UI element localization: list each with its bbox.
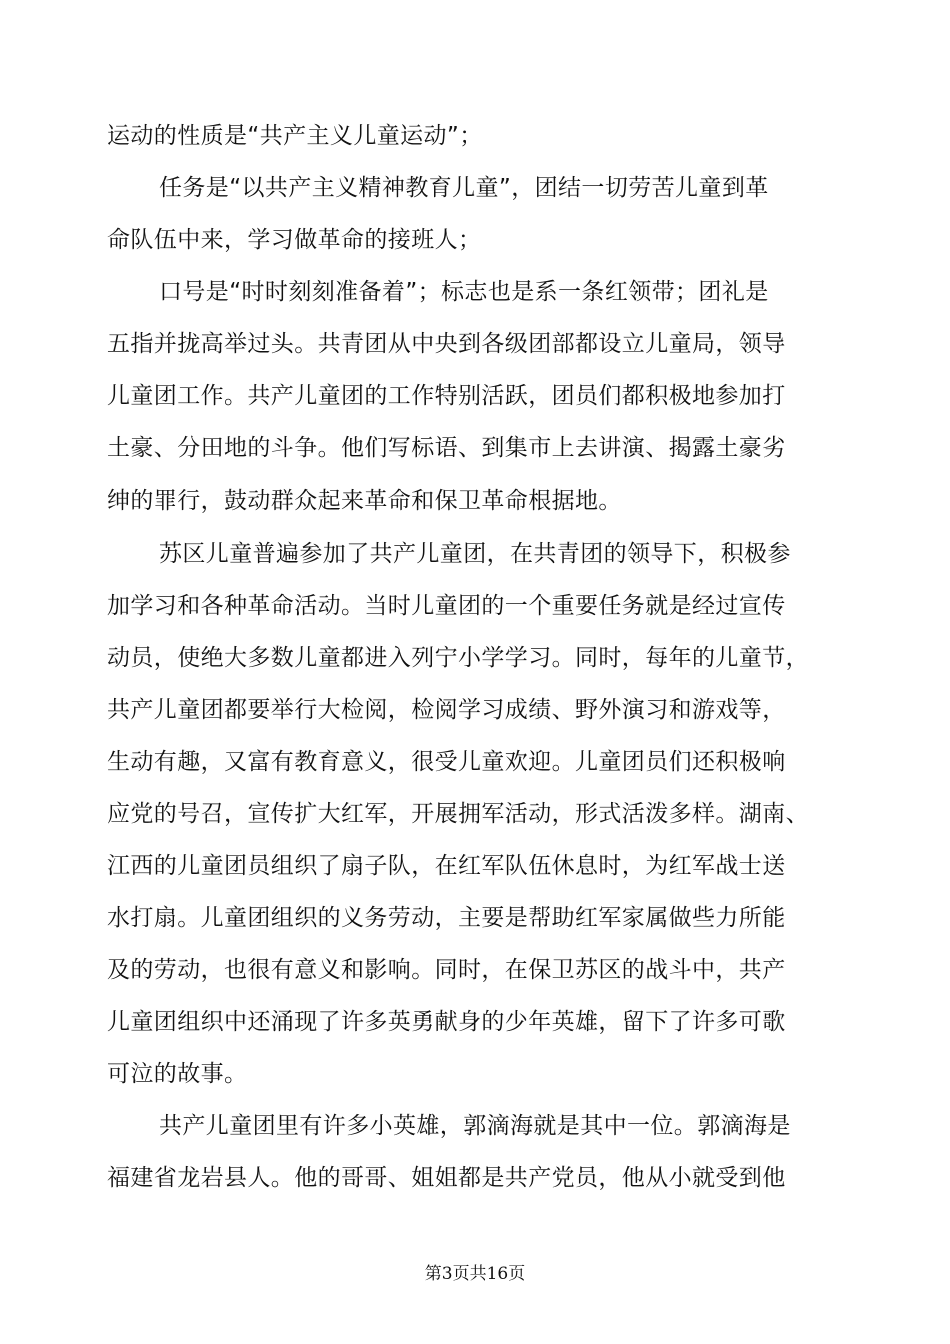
paragraph-start-line: 任务是“以共产主义精神教育儿童”，团结一切劳苦儿童到革 xyxy=(159,175,769,201)
text-line: 加学习和各种革命活动。当时儿童团的一个重要任务就是经过宣传 xyxy=(107,593,786,619)
text-line: 绅的罪行，鼓动群众起来革命和保卫革命根据地。 xyxy=(107,488,622,514)
page-number-footer: 第3页共16页 xyxy=(424,1264,526,1284)
text-line: 可泣的故事。 xyxy=(107,1061,248,1087)
text-line: 儿童团组织中还涌现了许多英勇献身的少年英雄，留下了许多可歌 xyxy=(107,1009,786,1035)
text-line: 福建省龙岩县人。他的哥哥、姐姐都是共产党员，他从小就受到他 xyxy=(107,1165,786,1191)
paragraph-start-line: 口号是“时时刻刻准备着”；标志也是系一条红领带；团礼是 xyxy=(159,279,769,305)
text-line: 江西的儿童团员组织了扇子队，在红军队伍休息时，为红军战士送 xyxy=(107,853,786,879)
text-line: 应党的号召，宣传扩大红军，开展拥军活动，形式活泼多样。湖南、 xyxy=(107,801,809,827)
text-line: 土豪、分田地的斗争。他们写标语、到集市上去讲演、揭露土豪劣 xyxy=(107,435,786,461)
text-line: 水打扇。儿童团组织的义务劳动，主要是帮助红军家属做些力所能 xyxy=(107,905,786,931)
paragraph-start-line: 共产儿童团里有许多小英雄，郭滴海就是其中一位。郭滴海是 xyxy=(159,1113,791,1139)
text-line: 儿童团工作。共产儿童团的工作特别活跃，团员们都积极地参加打 xyxy=(107,383,786,409)
text-line: 共产儿童团都要举行大检阅，检阅学习成绩、野外演习和游戏等， xyxy=(107,697,786,723)
text-line: 五指并拢高举过头。共青团从中央到各级团部都设立儿童局，领导 xyxy=(107,331,786,357)
text-line: 命队伍中来，学习做革命的接班人； xyxy=(107,227,482,253)
paragraph-start-line: 苏区儿童普遍参加了共产儿童团，在共青团的领导下，积极参 xyxy=(159,541,791,567)
text-line: 生动有趣，又富有教育意义，很受儿童欢迎。儿童团员们还积极响 xyxy=(107,749,786,775)
text-line: 动员，使绝大多数儿童都进入列宁小学学习。同时，每年的儿童节， xyxy=(107,645,809,671)
text-line: 运动的性质是“共产主义儿童运动”； xyxy=(107,123,483,149)
text-line: 及的劳动，也很有意义和影响。同时，在保卫苏区的战斗中，共产 xyxy=(107,957,786,983)
